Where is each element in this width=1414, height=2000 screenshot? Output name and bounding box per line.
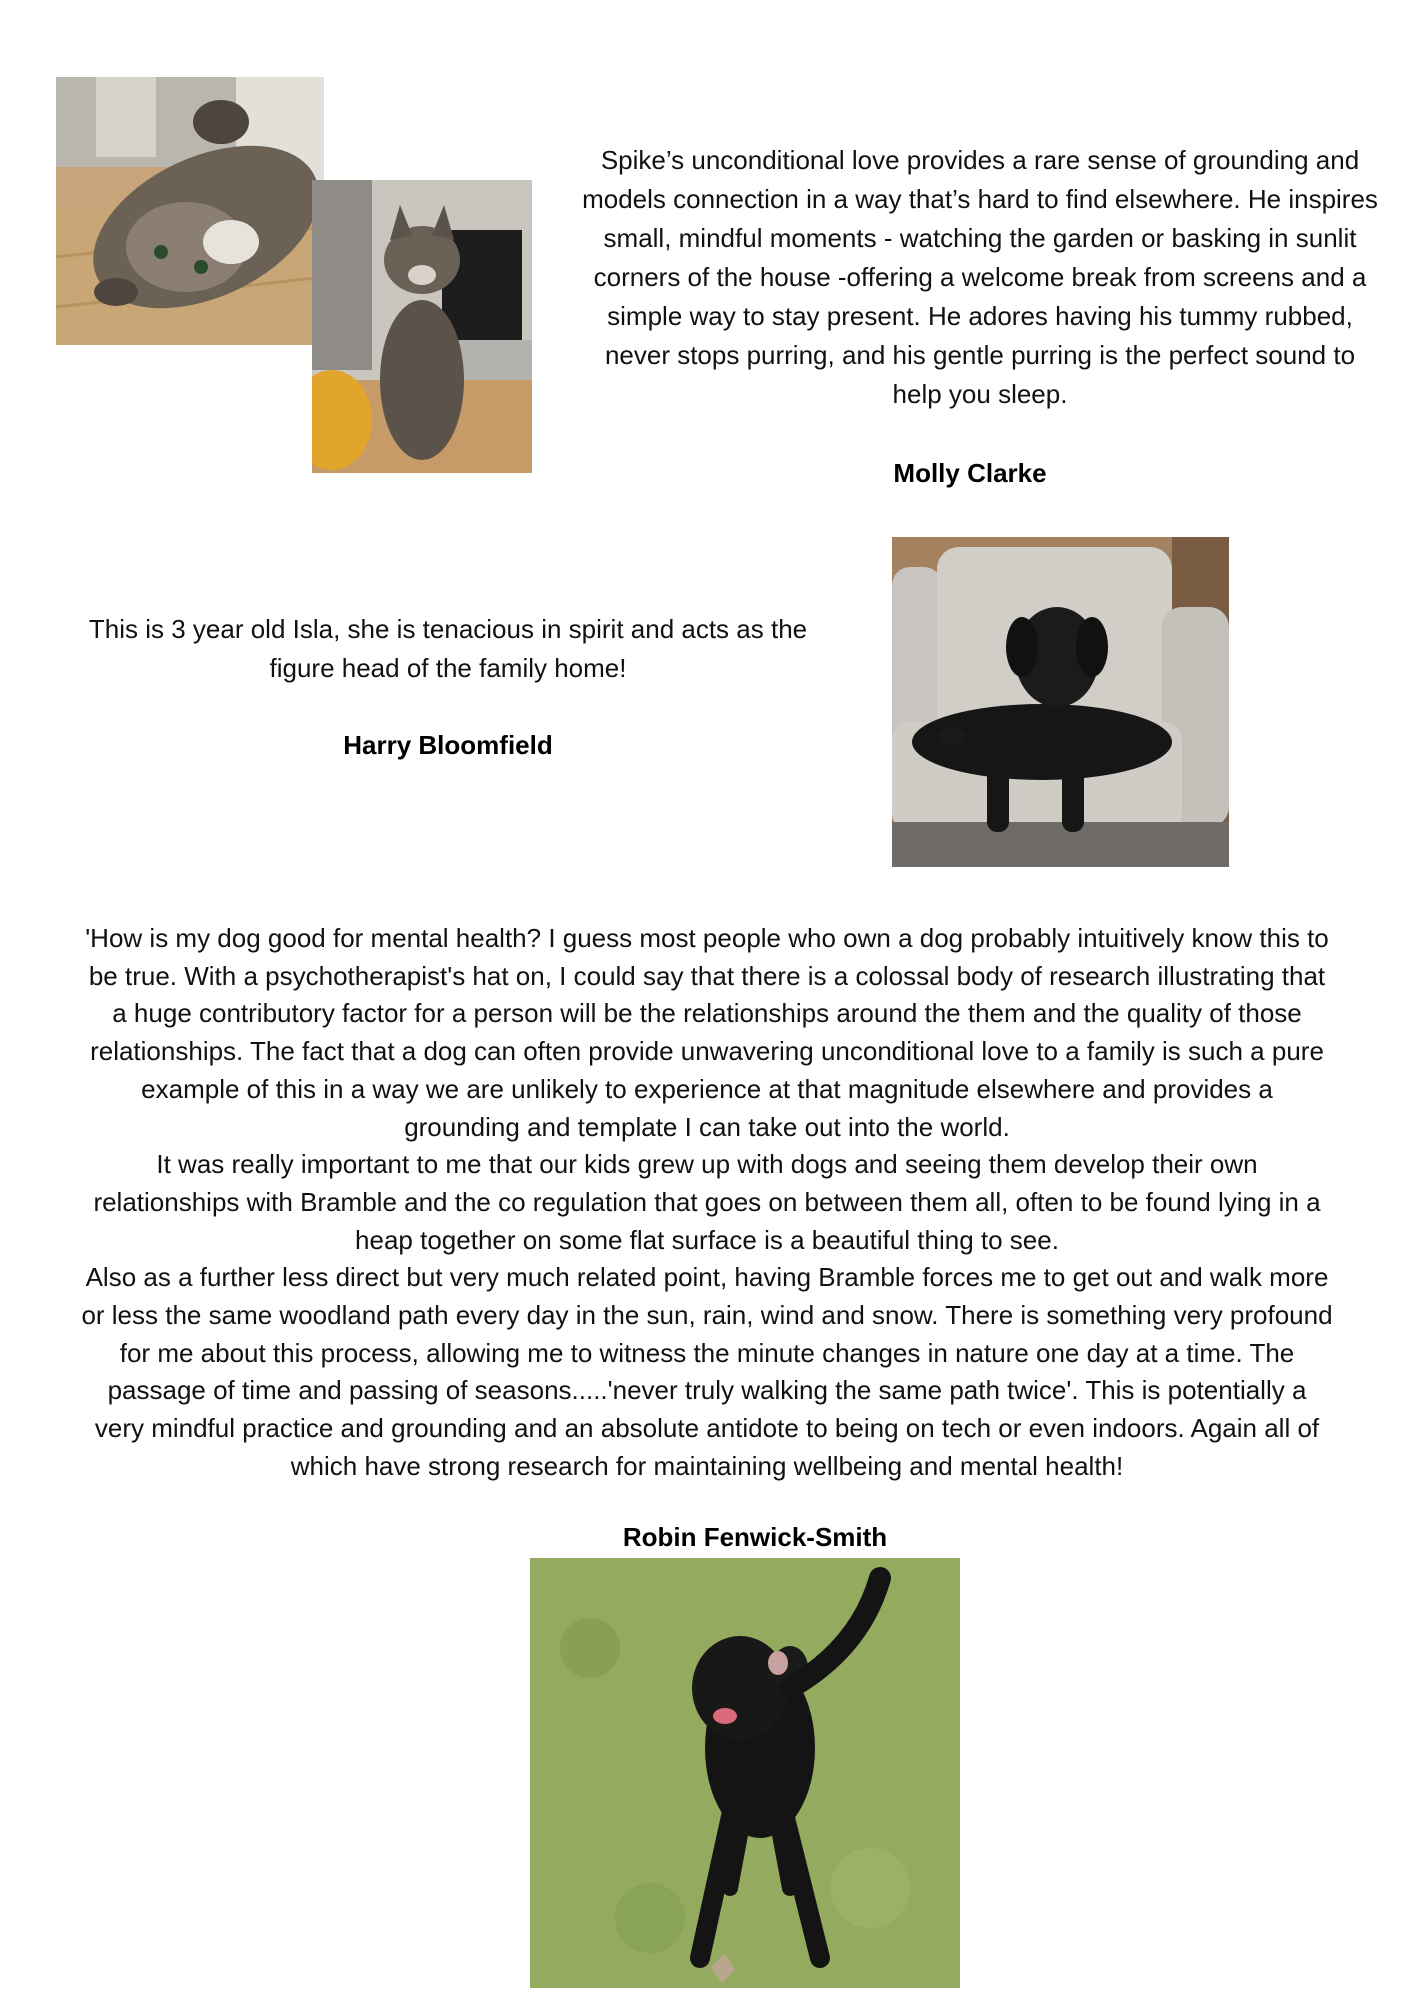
bramble-photo (530, 1558, 960, 1988)
spike-lying-photo (56, 77, 324, 345)
spike-author: Molly Clarke (893, 458, 1047, 488)
bramble-description (80, 920, 1334, 1486)
spike-description: Spike’s unconditional love provides a rare sense of grounding and models connection in a way that’s hard to find elsewhere. He inspires small, mindful moments - watching the garden or basking in sunlit corners of the house -offering a welcome break from screens and a simple way to stay present. He adores having his tummy rubbed, never stops purring, and his gentle purring is the perfect sound to help you sleep. (582, 145, 1378, 409)
isla-description: This is 3 year old Isla, she is tenacious in spirit and acts as the figure head of the family home! (88, 614, 808, 683)
bramble-paragraph-3: Also as a further less direct but very much related point, having Bramble forces me to get out and walk more or less the same woodland path every day in the sun, rain, wind and snow. There is something very profound for me about this process, allowing me to witness the minute changes in nature one day at a time. The passage of time and passing of seasons.....'never truly walking the same path twice'. This is potentially a very mindful practice and grounding and an absolute antidote to being on tech or even indoors. Again all of which have strong research for maintaining wellbeing and mental health! (81, 1262, 1333, 1481)
bramble-paragraph-1: 'How is my dog good for mental health? I guess most people who own a dog probably intuitively know this to be true. With a psychotherapist's hat on, I could say that there is a colossal body of research illustrating that a huge contributory factor for a person will be the relationships around the them and the quality of those relationships. The fact that a dog can often provide unwavering unconditional love to a family is such a pure example of this in a way we are unlikely to experience at that magnitude elsewhere and provides a grounding and template I can take out into the world. (85, 923, 1329, 1142)
bramble-paragraph-2: It was really important to me that our kids grew up with dogs and seeing them develop their own relationships with Bramble and the co regulation that goes on between them all, often to be found lying in a heap together on some flat surface is a beautiful thing to see. (93, 1149, 1321, 1255)
spike-sitting-photo (312, 180, 532, 473)
isla-author: Harry Bloomfield (343, 730, 553, 760)
isla-photo (892, 537, 1229, 867)
bramble-author: Robin Fenwick-Smith (622, 1522, 888, 1552)
